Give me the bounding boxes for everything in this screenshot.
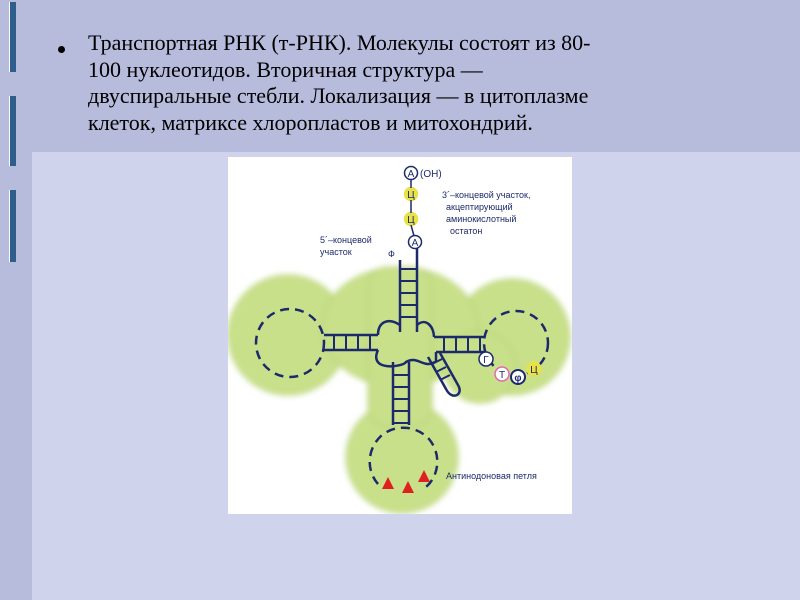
nucleotide-g-label: Г [483,355,489,366]
side-decoration-bar-3 [9,190,16,262]
text-line-2: 100 нуклеотидов. Вторичная структура — [88,56,483,82]
nucleotide-c-1-label: Ц [407,190,415,201]
side-decoration-bar-2 [9,96,16,166]
nucleotide-a-bottom-label: А [411,238,419,249]
phi-label: Ф [388,249,395,259]
text-line-1: Транспортная РНК (т-РНК). Молекулы состоят из 80- [88,30,591,55]
oh-label: (OH) [420,169,442,180]
five-prime-label-2: участок [320,247,352,257]
trna-diagram [228,157,572,514]
text-line-3: двуспиральные стебли. Локализация — в цитоплазме [88,83,589,108]
slide-text [88,30,738,136]
bullet-point [58,46,65,53]
three-prime-label-4: остатон [450,226,483,236]
text-line-4: клеток, матриксе хлоропластов и митохондрий. [88,109,533,135]
five-prime-label-1: 5´–концевой [320,235,372,245]
anticodon-loop-label: Антинодоновая петля [446,471,537,481]
trna-figure [228,157,572,514]
nucleotide-a-top-label: А [407,169,415,180]
nucleotide-phi-label: φ [514,373,522,384]
nucleotide-t-label: Т [498,370,506,381]
three-prime-label-1: 3´–концевой участок, [442,190,531,200]
nucleotide-c-3-label: Ц [530,365,538,376]
three-prime-label-3: аминокислотный [446,214,517,224]
nucleotide-c-2-label: Ц [407,215,415,226]
three-prime-label-2: акцептирующий [446,202,513,212]
side-decoration-bar-1 [9,2,16,72]
left-strip [0,0,32,600]
